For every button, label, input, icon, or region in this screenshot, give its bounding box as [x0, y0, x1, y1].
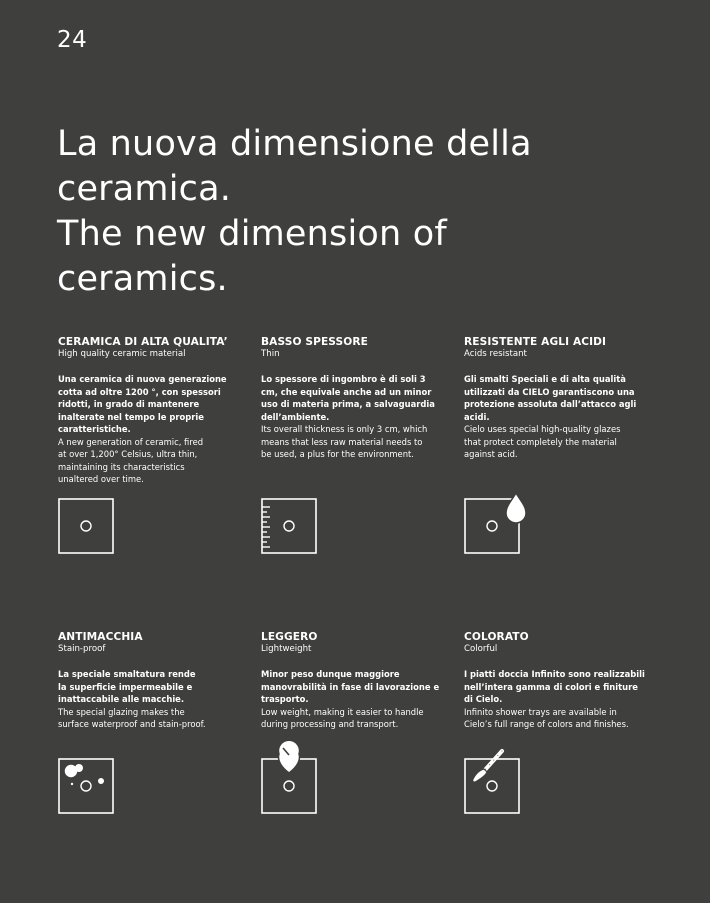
feature-text-italian: Minor peso dunque maggiore manovrabilità in fase di lavorazione e trasporto.: [261, 669, 440, 704]
page-number: 24: [57, 27, 88, 53]
feature-high-quality: [58, 336, 253, 486]
feature-text-english: Infinito shower trays are available in Cielo’s full range of colors and finishes.: [464, 706, 629, 729]
feature-text-italian: Una ceramica di nuova generazione cotta ad oltre 1200 °, con spessori ridotti, in grado di mantenere inalterate nel tempo le proprie caratteristiche.: [58, 374, 227, 434]
feature-text-english: Low weight, making it easier to handle during processing and transport.: [261, 706, 424, 729]
feature-text-english: A new generation of ceramic, fired at over 1,200° Celsius, ultra thin, maintaining its characteristics unaltered over time.: [58, 436, 204, 484]
feature-text-italian: La speciale smaltatura rende la superficie impermeabile e inattaccabile alle macchie.: [58, 669, 196, 704]
feature-subtitle: Colorful: [464, 644, 498, 654]
ceramic-tile-icon: [58, 498, 114, 554]
feature-title: RESISTENTE AGLI ACIDI: [464, 336, 607, 348]
feature-stain-proof: [58, 631, 253, 731]
paint-brush-icon: [464, 748, 520, 814]
feature-lightweight: [261, 631, 456, 731]
feature-text-english: Cielo uses special high-quality glazes that protect completely the material against acid.: [464, 424, 621, 459]
feature-subtitle: Acids resistant: [464, 349, 527, 359]
headline-line: ceramica.: [57, 169, 232, 209]
feature-text-italian: Lo spessore di ingombro è di soli 3 cm, che equivale anche ad un minor uso di materia prima, a salvaguardia dell’ambiente.: [261, 374, 435, 422]
feature-text-english: Its overall thickness is only 3 cm, which means that less raw material needs to be used, a plus for the environment.: [261, 424, 428, 459]
feature-subtitle: Lightweight: [261, 644, 312, 654]
headline-line: The new dimension of: [57, 214, 447, 254]
feature-subtitle: High quality ceramic material: [58, 349, 186, 359]
feature-title: BASSO SPESSORE: [261, 336, 368, 348]
feature-title: ANTIMACCHIA: [58, 631, 143, 643]
stain-drops-icon: [58, 758, 114, 814]
feature-subtitle: Stain-proof: [58, 644, 106, 654]
page-headline: [57, 122, 677, 302]
feature-title: CERAMICA DI ALTA QUALITA’: [58, 336, 228, 348]
weight-scale-icon: [261, 742, 317, 814]
feature-subtitle: Thin: [261, 349, 280, 359]
headline-line: La nuova dimensione della: [57, 124, 532, 164]
acid-drop-icon: [464, 492, 528, 554]
headline-line: ceramics.: [57, 259, 228, 299]
feature-acid-resistant: [464, 336, 659, 461]
thickness-ruler-icon: [261, 498, 317, 554]
feature-text-english: The special glazing makes the surface waterproof and stain-proof.: [58, 706, 206, 729]
feature-text-italian: Gli smalti Speciali e di alta qualità utilizzati da CIELO garantiscono una protezione assoluta dall’attacco agli acidi.: [464, 374, 637, 422]
feature-colorful: [464, 631, 659, 731]
feature-title: LEGGERO: [261, 631, 318, 643]
feature-text-italian: I piatti doccia Infinito sono realizzabili nell’intera gamma di colori e finiture di Cielo.: [464, 669, 645, 704]
feature-thin: [261, 336, 456, 461]
feature-title: COLORATO: [464, 631, 529, 643]
